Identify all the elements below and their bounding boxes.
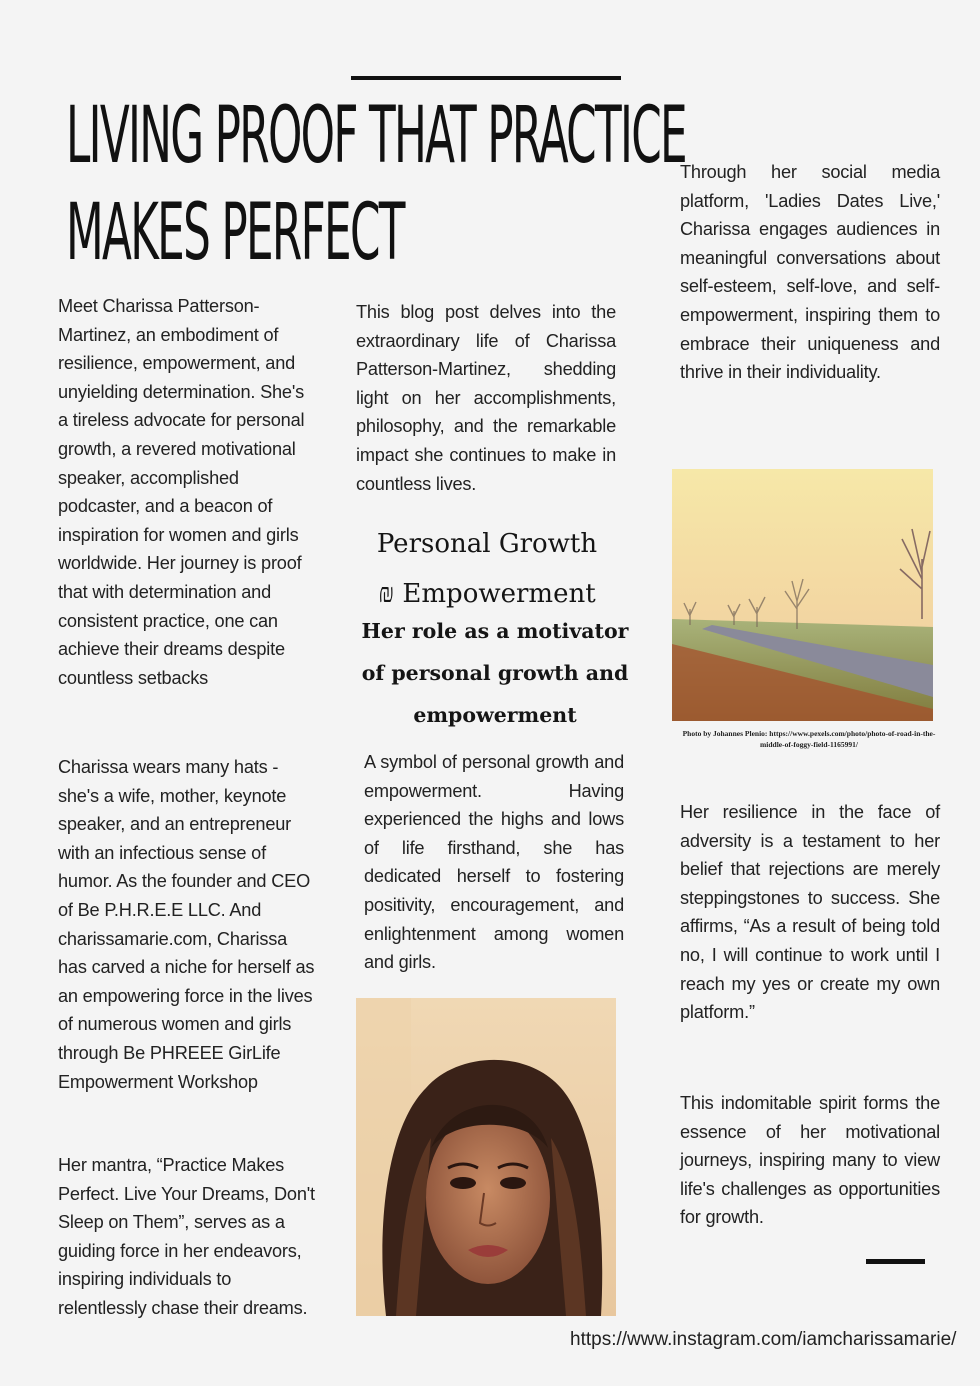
instagram-link[interactable]: https://www.instagram.com/iamcharissamarie/ — [570, 1329, 957, 1350]
top-rule — [351, 76, 621, 80]
col2-intro-paragraph: This blog post delves into the extraordinary life of Charissa Patterson-Martinez, shedding light on her accomplishments, philosophy, and the remarkable impact she continues to make in countless lives. — [356, 302, 616, 494]
section-subheading: Her role as a motivator of personal growth and empowerment — [361, 619, 629, 727]
col3-paragraph-2: Her resilience in the face of adversity is a testament to her belief that rejections are merely steppingstones to success. She affirms, “As a result of being told no, I will continue to work until I reach my yes or create my own platform.” — [680, 802, 940, 1023]
foggy-road-illustration — [672, 469, 933, 721]
section-heading — [356, 520, 618, 620]
title-line-2: MAKES PERFECT — [66, 188, 404, 278]
col3-paragraph-3: This indomitable spirit forms the essence of her motivational journeys, inspiring many to view life's challenges as opportunities for growth. — [680, 1093, 940, 1228]
col2-body-paragraph: A symbol of personal growth and empowerment. Having experienced the highs and lows of life firsthand, she has dedicated herself to fostering positivity, encouragement, and enlightenment among women and girls. — [364, 752, 624, 973]
foggy-road-photo — [672, 469, 933, 721]
title-line-1: LIVING PROOF THAT PRACTICE — [66, 91, 686, 181]
portrait-photo — [356, 998, 616, 1316]
col1-paragraph-2: Charissa wears many hats - she's a wife, mother, keynote speaker, and an entrepreneur with an infectious sense of humor. As the founder and CEO of Be P.H.R.E.E LLC. And charissamarie.com, Charissa has carved a niche for herself as an empowering force in the lives of numerous women and girls through Be PHREEE GirLife Empowerment Workshop — [58, 757, 315, 1092]
section-heading-line-1: Personal Growth — [376, 529, 598, 559]
col1-paragraph-3: Her mantra, “Practice Makes Perfect. Live Your Dreams, Don't Sleep on Them”, serves as a guiding force in her endeavors, inspiring individuals to relentlessly chase their dreams. — [58, 1155, 315, 1318]
photo-credit: Photo by Johannes Plenio: https://www.pexels.com/photo/photo-of-road-in-the-middle-of-foggy-field-1165991/ — [682, 729, 936, 749]
portrait-illustration — [356, 998, 616, 1316]
section-heading-line-2: ₪ Empowerment — [378, 579, 596, 609]
bottom-right-rule — [866, 1259, 925, 1264]
page-title — [66, 88, 686, 282]
col1-paragraph-1: Meet Charissa Patterson-Martinez, an embodiment of resilience, empowerment, and unyielding determination. She's a tireless advocate for personal growth, a revered motivational speaker, accomplished podcaster, and a beacon of inspiration for women and girls worldwide. Her journey is proof that with determination and consistent practice, one can achieve their dreams despite countless setbacks — [58, 296, 305, 688]
col3-paragraph-1: Through her social media platform, 'Ladies Dates Live,' Charissa engages audiences in meaningful conversations about self-esteem, self-love, and self-empowerment, inspiring them to embrace their uniqueness and thrive in their individuality. — [680, 162, 940, 383]
